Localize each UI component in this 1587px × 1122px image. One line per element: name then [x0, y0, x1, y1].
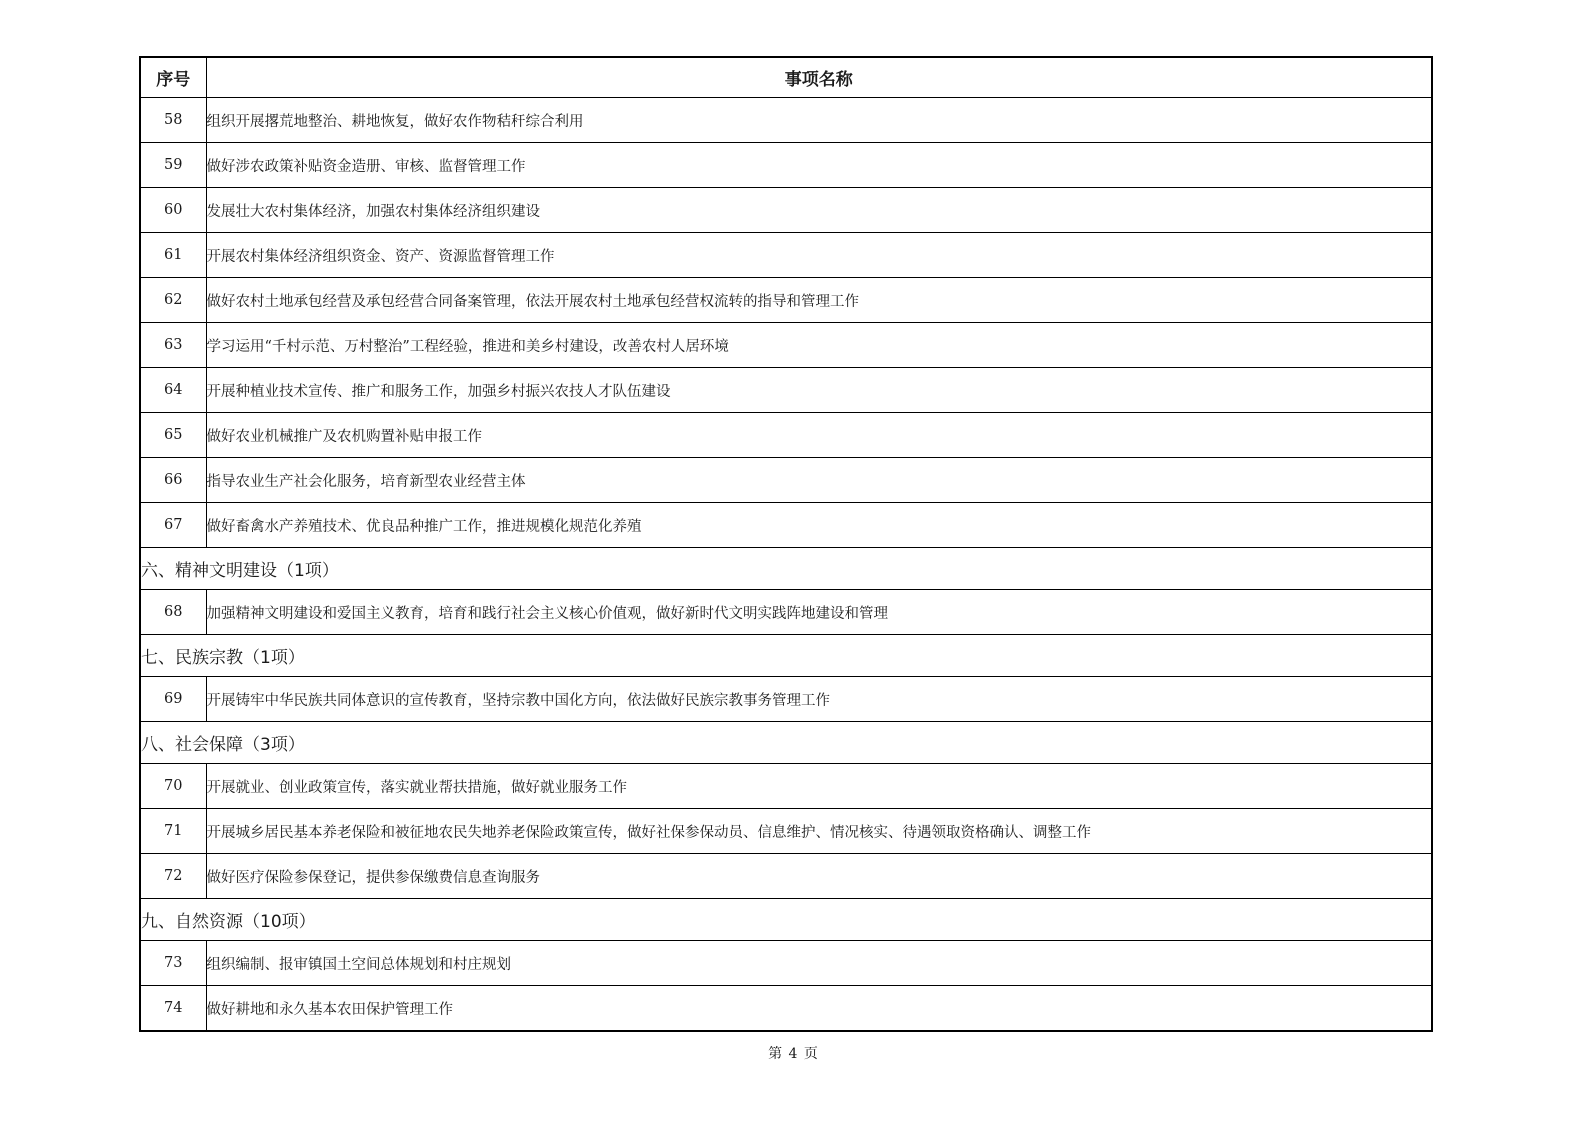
table-row — [140, 98, 1432, 143]
table-row — [140, 458, 1432, 503]
header-item-name: 事项名称 — [206, 57, 1432, 98]
serial-number-cell: 61 — [140, 233, 206, 278]
item-name-cell: 加强精神文明建设和爱国主义教育，培育和践行社会主义核心价值观，做好新时代文明实践阵地建设和管理 — [206, 590, 1432, 635]
table-row — [140, 323, 1432, 368]
item-name-cell: 组织编制、报审镇国土空间总体规划和村庄规划 — [206, 941, 1432, 986]
matters-table — [139, 56, 1433, 1032]
serial-number-cell: 73 — [140, 941, 206, 986]
serial-number-cell: 68 — [140, 590, 206, 635]
item-name-cell: 开展就业、创业政策宣传，落实就业帮扶措施，做好就业服务工作 — [206, 764, 1432, 809]
item-name-cell: 发展壮大农村集体经济，加强农村集体经济组织建设 — [206, 188, 1432, 233]
item-name-cell: 做好农村土地承包经营及承包经营合同备案管理，依法开展农村土地承包经营权流转的指导和管理工作 — [206, 278, 1432, 323]
table-row — [140, 941, 1432, 986]
table-body — [140, 98, 1432, 1032]
serial-number-cell: 58 — [140, 98, 206, 143]
serial-number-cell: 62 — [140, 278, 206, 323]
item-name-cell: 开展铸牢中华民族共同体意识的宣传教育，坚持宗教中国化方向，依法做好民族宗教事务管理工作 — [206, 677, 1432, 722]
table-row — [140, 590, 1432, 635]
table-row — [140, 854, 1432, 899]
item-name-cell: 开展种植业技术宣传、推广和服务工作，加强乡村振兴农技人才队伍建设 — [206, 368, 1432, 413]
table-row — [140, 188, 1432, 233]
table-row — [140, 413, 1432, 458]
table-row — [140, 278, 1432, 323]
page-number: 第 4 页 — [768, 1046, 819, 1062]
table-row — [140, 809, 1432, 854]
serial-number-cell: 59 — [140, 143, 206, 188]
serial-number-cell: 67 — [140, 503, 206, 548]
serial-number-cell: 72 — [140, 854, 206, 899]
section-header-row — [140, 548, 1432, 590]
item-name-cell: 组织开展撂荒地整治、耕地恢复，做好农作物秸秆综合利用 — [206, 98, 1432, 143]
table-row — [140, 986, 1432, 1032]
serial-number-cell: 71 — [140, 809, 206, 854]
table-row — [140, 503, 1432, 548]
section-title: 七、民族宗教（1项） — [140, 635, 1432, 677]
item-name-cell: 学习运用“千村示范、万村整治”工程经验，推进和美乡村建设，改善农村人居环境 — [206, 323, 1432, 368]
serial-number-cell: 64 — [140, 368, 206, 413]
serial-number-cell: 74 — [140, 986, 206, 1032]
section-header-row — [140, 722, 1432, 764]
serial-number-cell: 60 — [140, 188, 206, 233]
header-serial-number: 序号 — [140, 57, 206, 98]
table-row — [140, 233, 1432, 278]
section-header-row — [140, 635, 1432, 677]
item-name-cell: 做好畜禽水产养殖技术、优良品种推广工作，推进规模化规范化养殖 — [206, 503, 1432, 548]
section-title: 六、精神文明建设（1项） — [140, 548, 1432, 590]
section-header-row — [140, 899, 1432, 941]
table-row — [140, 677, 1432, 722]
section-title: 九、自然资源（10项） — [140, 899, 1432, 941]
table-header-row — [140, 57, 1432, 98]
item-name-cell: 做好涉农政策补贴资金造册、审核、监督管理工作 — [206, 143, 1432, 188]
item-name-cell: 开展城乡居民基本养老保险和被征地农民失地养老保险政策宣传，做好社保参保动员、信息维护、情况核实、待遇领取资格确认、调整工作 — [206, 809, 1432, 854]
table-row — [140, 764, 1432, 809]
serial-number-cell: 63 — [140, 323, 206, 368]
section-title: 八、社会保障（3项） — [140, 722, 1432, 764]
serial-number-cell: 70 — [140, 764, 206, 809]
table-row — [140, 143, 1432, 188]
item-name-cell: 指导农业生产社会化服务，培育新型农业经营主体 — [206, 458, 1432, 503]
serial-number-cell: 66 — [140, 458, 206, 503]
item-name-cell: 做好医疗保险参保登记，提供参保缴费信息查询服务 — [206, 854, 1432, 899]
serial-number-cell: 65 — [140, 413, 206, 458]
item-name-cell: 做好耕地和永久基本农田保护管理工作 — [206, 986, 1432, 1032]
item-name-cell: 做好农业机械推广及农机购置补贴申报工作 — [206, 413, 1432, 458]
item-name-cell: 开展农村集体经济组织资金、资产、资源监督管理工作 — [206, 233, 1432, 278]
serial-number-cell: 69 — [140, 677, 206, 722]
table-row — [140, 368, 1432, 413]
